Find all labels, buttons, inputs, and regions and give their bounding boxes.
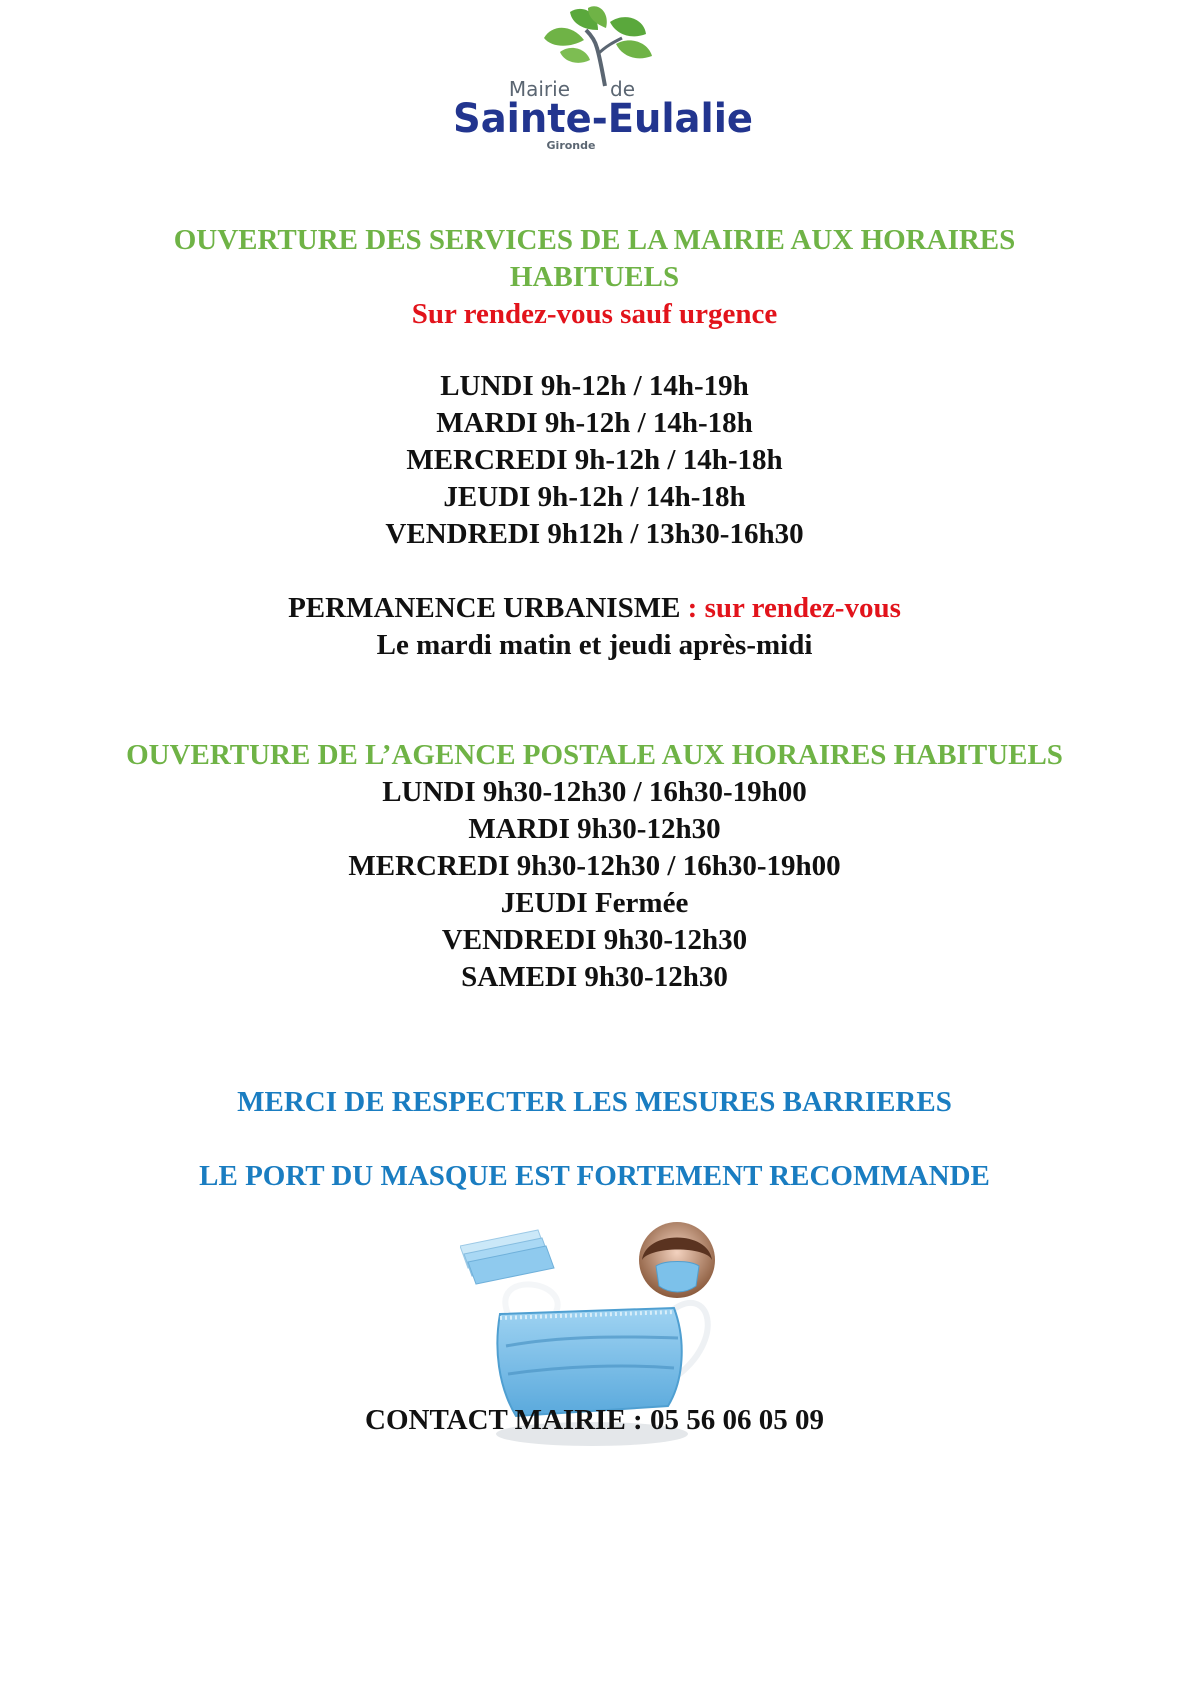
mairie-hours-monday: LUNDI 9h-12h / 14h-19h — [440, 370, 749, 402]
mairie-hours-thursday: JEUDI 9h-12h / 14h-18h — [443, 481, 746, 513]
poste-hours-monday: LUNDI 9h30-12h30 / 16h30-19h00 — [382, 776, 807, 808]
mairie-title-line2: HABITUELS — [509, 261, 680, 293]
poste-hours-thursday: JEUDI Fermée — [500, 887, 689, 919]
woman-masked-portrait-icon — [639, 1222, 715, 1298]
logo-name-text: Sainte-Eulalie — [453, 96, 753, 142]
logo-mairie-text: Mairie — [508, 77, 570, 101]
barrier-notice: MERCI DE RESPECTER LES MESURES BARRIERES — [237, 1086, 952, 1118]
logo-region-text: Gironde — [546, 139, 596, 152]
poste-hours-wednesday: MERCREDI 9h30-12h30 / 16h30-19h00 — [348, 850, 841, 882]
mairie-hours-friday: VENDREDI 9h12h / 13h30-16h30 — [385, 518, 804, 550]
poste-hours-list — [0, 774, 1189, 996]
mask-stack-icon — [460, 1230, 554, 1284]
poste-hours-saturday: SAMEDI 9h30-12h30 — [461, 961, 728, 993]
mairie-subtitle: Sur rendez-vous sauf urgence — [411, 298, 778, 330]
urbanisme-label: PERMANENCE URBANISME — [288, 592, 681, 624]
mairie-logo — [440, 4, 770, 164]
urbanisme-appointment: : sur rendez-vous — [680, 592, 901, 624]
urbanisme-detail: Le mardi matin et jeudi après-midi — [376, 629, 813, 661]
mask-notice: LE PORT DU MASQUE EST FORTEMENT RECOMMANDE — [199, 1160, 990, 1192]
mairie-hours-tuesday: MARDI 9h-12h / 14h-18h — [436, 407, 753, 439]
urbanisme-line — [0, 590, 1189, 627]
mairie-title-line1: OUVERTURE DES SERVICES DE LA MAIRIE AUX HORAIRES — [173, 224, 1016, 256]
tree-logo-icon — [440, 4, 770, 164]
mairie-title — [0, 222, 1189, 296]
mairie-hours-list — [0, 368, 1189, 553]
logo-de-text: de — [610, 77, 635, 101]
contact-line: CONTACT MAIRIE : 05 56 06 05 09 — [365, 1404, 824, 1436]
mairie-hours-wednesday: MERCREDI 9h-12h / 14h-18h — [406, 444, 783, 476]
poste-hours-tuesday: MARDI 9h30-12h30 — [468, 813, 721, 845]
poste-hours-friday: VENDREDI 9h30-12h30 — [441, 924, 748, 956]
poste-title: OUVERTURE DE L’AGENCE POSTALE AUX HORAIRES HABITUELS — [126, 739, 1063, 771]
